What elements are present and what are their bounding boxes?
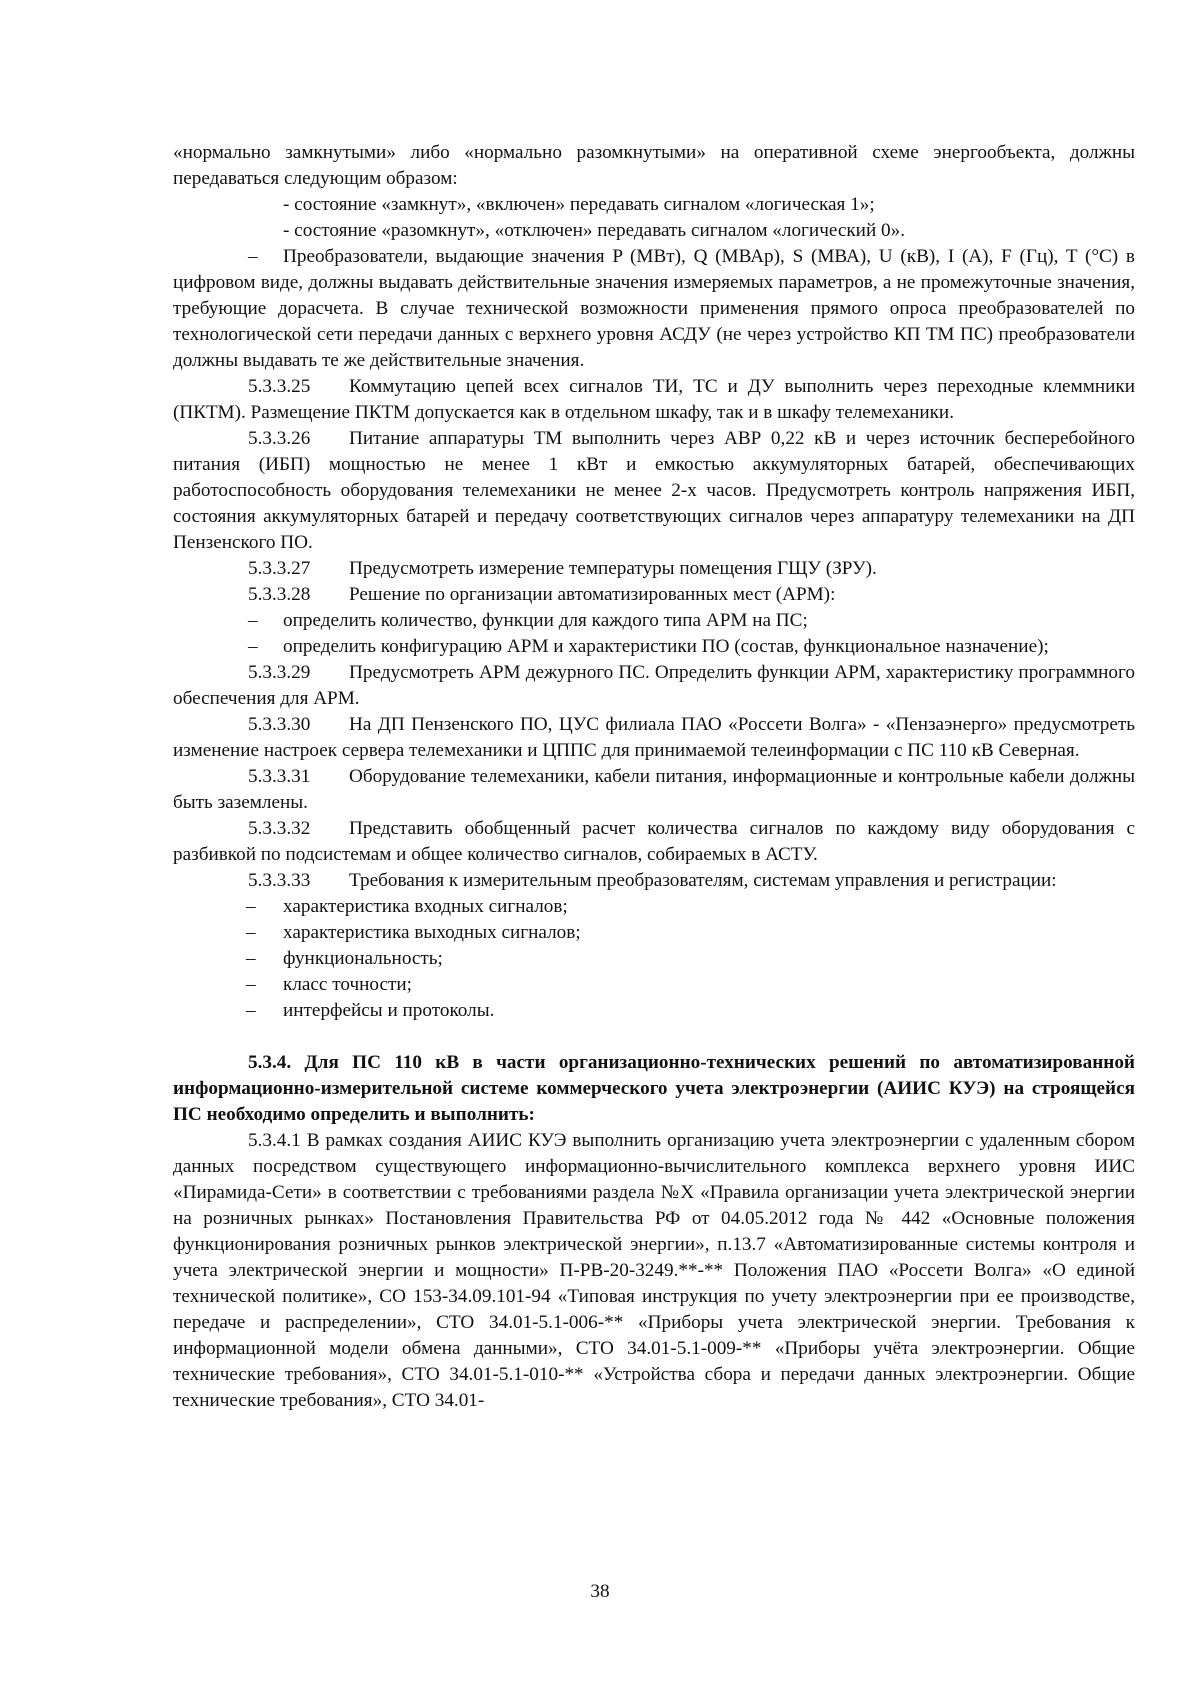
list-item bbox=[173, 998, 1135, 1024]
intro-paragraph: «нормально замкнутыми» либо «нормально разомкнутыми» на оперативной схеме энергообъекта, должны передаваться следующим образом: bbox=[173, 142, 1135, 189]
clause-number: 5.3.3.26 bbox=[248, 428, 311, 449]
clause-number: 5.3.3.32 bbox=[248, 818, 311, 839]
list-item bbox=[173, 894, 1135, 920]
clause-number: 5.3.3.27 bbox=[248, 558, 311, 579]
clause-number: 5.3.3.25 bbox=[248, 376, 311, 397]
state-open-line: - состояние «разомкнут», «отключен» передавать сигналом «логический 0». bbox=[283, 220, 905, 241]
arm-config-item bbox=[173, 634, 1135, 660]
clause-5-3-3-30 bbox=[173, 712, 1135, 764]
clause-text: Представить обобщенный расчет количества сигналов по каждому виду оборудования с разбивкой по подсистемам и общее количество сигналов, собираемых в АСТУ. bbox=[173, 818, 1135, 865]
list-item-text: интерфейсы и протоколы. bbox=[283, 1000, 495, 1021]
list-dash: – bbox=[246, 922, 256, 943]
clause-5-3-4-1: 5.3.4.1 В рамках создания АИИС КУЭ выполнить организацию учета электроэнергии с удаленным сбором данных посредством существующего информационно-вычислительного комплекса верхнего уровня ИИС «Пирамида-Сети» в соответствии с требованиями раздела №X «Правила организации учета электрической энергии на розничных рынках» Постановления Правительства РФ от 04.05.2012 года № 442 «Основные положения функционирования розничных рынков электрической энергии», п.13.7 «Автоматизированные системы контроля и учета электрической энергии и мощности» П-РВ-20-3249.**-** Положения ПАО «Россети Волга» «О единой технической политике», СО 153-34.09.101-94 «Типовая инструкция по учету электроэнергии при ее производстве, передаче и распределении», СТО 34.01-5.1-006-** «Приборы учета электрической энергии. Требования к информационной модели обмена данными», СТО 34.01-5.1-009-** «Приборы учёта электроэнергии. Общие технические требования», СТО 34.01-5.1-010-** «Устройства сбора и передачи данных электроэнергии. Общие технические требования», СТО 34.01- bbox=[173, 1130, 1135, 1411]
list-item-text: функциональность; bbox=[283, 948, 443, 969]
clause-5-3-3-29 bbox=[173, 660, 1135, 712]
clause-text: На ДП Пензенского ПО, ЦУС филиала ПАО «Россети Волга» - «Пензаэнерго» предусмотреть изменение настроек сервера телемеханики и ЦППС для принимаемой телеинформации с ПС 110 кВ Северная. bbox=[173, 714, 1135, 761]
state-closed-line: - состояние «замкнут», «включен» передавать сигналом «логическая 1»; bbox=[283, 194, 875, 215]
clause-5-3-3-32 bbox=[173, 816, 1135, 868]
list-item-text: определить количество, функции для каждого типа АРМ на ПС; bbox=[283, 610, 808, 631]
list-item bbox=[173, 972, 1135, 998]
list-dash: – bbox=[248, 246, 258, 267]
clause-text: Предусмотреть АРМ дежурного ПС. Определить функции АРМ, характеристику программного обеспечения для АРМ. bbox=[173, 662, 1135, 709]
clause-5-3-3-27 bbox=[173, 556, 1135, 582]
arm-list-item bbox=[173, 608, 1135, 634]
clause-5-3-3-31 bbox=[173, 764, 1135, 816]
clause-5-3-3-33 bbox=[173, 868, 1135, 894]
clause-number: 5.3.3.30 bbox=[248, 714, 311, 735]
list-item-text: класс точности; bbox=[283, 974, 412, 995]
list-dash: – bbox=[248, 636, 258, 657]
list-dash: – bbox=[246, 974, 256, 995]
converters-paragraph bbox=[173, 244, 1135, 374]
clause-text: Питание аппаратуры ТМ выполнить через АВР 0,22 кВ и через источник бесперебойного питания (ИБП) мощностью не менее 1 кВт и емкостью аккумуляторных батарей, обеспечивающих работоспособность оборудования телемеханики не менее 2-х часов. Предусмотреть контроль напряжения ИБП, состояния аккумуляторных батарей и передачу соответствующих сигналов через аппаратуру телемеханики на ДП Пензенского ПО. bbox=[173, 428, 1135, 553]
list-dash: – bbox=[246, 1000, 256, 1021]
clause-text: Требования к измерительным преобразователям, системам управления и регистрации: bbox=[349, 870, 1057, 891]
list-item bbox=[173, 920, 1135, 946]
clause-text: Коммутацию цепей всех сигналов ТИ, ТС и ДУ выполнить через переходные клеммники (ПКТМ). Размещение ПКТМ допускается как в отдельном шкафу, так и в шкафу телемеханики. bbox=[173, 376, 1135, 423]
clause-text: Оборудование телемеханики, кабели питания, информационные и контрольные кабели должны быть заземлены. bbox=[173, 766, 1135, 813]
clause-number: 5.3.3.29 bbox=[248, 662, 311, 683]
document-page bbox=[173, 140, 1135, 1414]
clause-number: 5.3.3.33 bbox=[248, 870, 311, 891]
requirements-list bbox=[173, 894, 1135, 1024]
list-dash: – bbox=[248, 610, 258, 631]
list-item bbox=[173, 946, 1135, 972]
list-dash: – bbox=[246, 896, 256, 917]
clause-number: 5.3.3.31 bbox=[248, 766, 311, 787]
converters-text: Преобразователи, выдающие значения P (МВт), Q (МВАр), S (МВА), U (кВ), I (A), F (Гц), T (°C) в цифровом виде, должны выдавать действительные значения измеряемых параметров, а не промежуточные значения, требующие дорасчета. В случае технической возможности применения прямого опроса преобразователей по технологической сети передачи данных с верхнего уровня АСДУ (не через устройство КП ТМ ПС) преобразователи должны выдавать те же действительные значения. bbox=[173, 246, 1135, 371]
list-dash: – bbox=[246, 948, 256, 969]
clause-text: Решение по организации автоматизированных мест (АРМ): bbox=[349, 584, 836, 605]
clause-text: Предусмотреть измерение температуры помещения ГЩУ (ЗРУ). bbox=[349, 558, 877, 579]
clause-5-3-3-25 bbox=[173, 374, 1135, 426]
section-heading-5-3-4: 5.3.4. Для ПС 110 кВ в части организационно-технических решений по автоматизированной информационно-измерительной системе коммерческого учета электроэнергии (АИИС КУЭ) на строящейся ПС необходимо определить и выполнить: bbox=[173, 1052, 1135, 1125]
clause-5-3-3-28 bbox=[173, 582, 1135, 608]
page-number: 38 bbox=[590, 1581, 610, 1602]
list-item-text: характеристика входных сигналов; bbox=[283, 896, 568, 917]
clause-5-3-3-26 bbox=[173, 426, 1135, 556]
clause-number: 5.3.3.28 bbox=[248, 584, 311, 605]
list-item-text: определить конфигурацию АРМ и характеристики ПО (состав, функциональное назначение); bbox=[283, 636, 1049, 657]
list-item-text: характеристика выходных сигналов; bbox=[283, 922, 581, 943]
